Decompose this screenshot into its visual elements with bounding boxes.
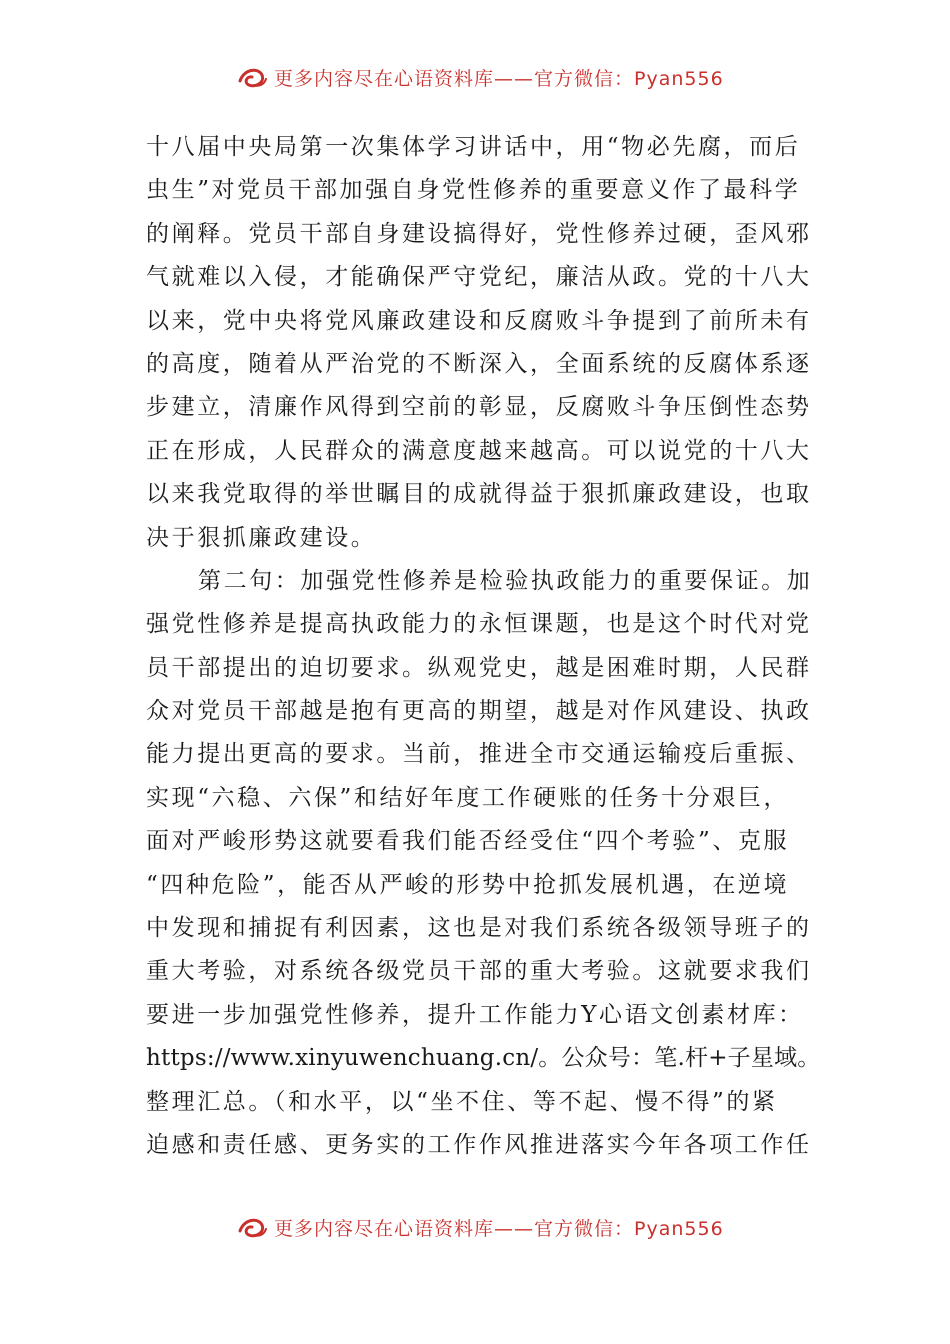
watermark-text: 更多内容尽在心语资料库——官方微信：Pyan556 bbox=[274, 68, 724, 90]
text-line: 实现“六稳、六保”和结好年度工作硬账的任务十分艰巨， bbox=[146, 784, 790, 811]
text-line: 正在形成，人民群众的满意度越来越高。可以说党的十八大 bbox=[146, 437, 812, 464]
text-line: “四种危险”，能否从严峻的形势中抢抓发展机遇，在逆境 bbox=[146, 871, 790, 898]
text-line: 气就难以入侵，才能确保严守党纪，廉洁从政。党的十八大 bbox=[146, 264, 812, 291]
text-line: 十八届中央局第一次集体学习讲话中，用“物必先腐，而后 bbox=[146, 134, 801, 160]
watermark-text: 更多内容尽在心语资料库——官方微信：Pyan556 bbox=[274, 1218, 724, 1240]
text-line: 以来我党取得的举世瞩目的成就得益于狠抓廉政建设，也取 bbox=[146, 481, 812, 508]
text-line: 能力提出更高的要求。当前，推进全市交通运输疫后重振、 bbox=[146, 741, 812, 768]
text-line: 迫感和责任感、更务实的工作作风推进落实今年各项工作任 bbox=[146, 1131, 812, 1158]
text-line: 步建立，清廉作风得到空前的彰显，反腐败斗争压倒性态势 bbox=[146, 394, 812, 421]
text-line: 员干部提出的迫切要求。纵观党史，越是困难时期，人民群 bbox=[146, 654, 812, 681]
text-line: 面对严峻形势这就要看我们能否经受住“四个考验”、克服 bbox=[146, 828, 790, 855]
text-line: 要进一步加强党性修养，提升工作能力Y心语文创素材库： bbox=[146, 1001, 804, 1028]
text-line: 重大考验，对系统各级党员干部的重大考验。这就要求我们 bbox=[146, 958, 812, 985]
text-line: https://www.xinyuwenchuang.cn/。公众号：笔.杆+子星域。 bbox=[146, 1045, 821, 1072]
text-line: 强党性修养是提高执政能力的永恒课题，也是这个时代对党 bbox=[146, 611, 812, 638]
text-line: 以来，党中央将党风廉政建设和反腐败斗争提到了前所未有 bbox=[146, 307, 812, 334]
footer-watermark bbox=[0, 1210, 950, 1240]
text-line: 决于狠抓廉政建设。 bbox=[146, 524, 377, 551]
text-line: 虫生”对党员干部加强自身党性修养的重要意义作了最科学 bbox=[146, 177, 801, 204]
text-line: 整理汇总。（和水平，以“坐不住、等不起、慢不得”的紧 bbox=[146, 1088, 778, 1115]
text-line: 第二句：加强党性修养是检验执政能力的重要保证。加 bbox=[198, 567, 813, 594]
text-line: 中发现和捕捉有利因素，这也是对我们系统各级领导班子的 bbox=[146, 915, 812, 942]
swirl-logo-icon bbox=[236, 65, 268, 91]
text-line: 的高度，随着从严治党的不断深入，全面系统的反腐体系逐 bbox=[146, 350, 812, 377]
swirl-logo-icon bbox=[236, 1215, 268, 1241]
text-line: 众对党员干部越是抱有更高的期望，越是对作风建设、执政 bbox=[146, 698, 812, 725]
document-body bbox=[146, 126, 821, 1167]
header-watermark bbox=[0, 60, 950, 90]
text-line: 的阐释。党员干部自身建设搞得好，党性修养过硬，歪风邪 bbox=[146, 220, 812, 247]
